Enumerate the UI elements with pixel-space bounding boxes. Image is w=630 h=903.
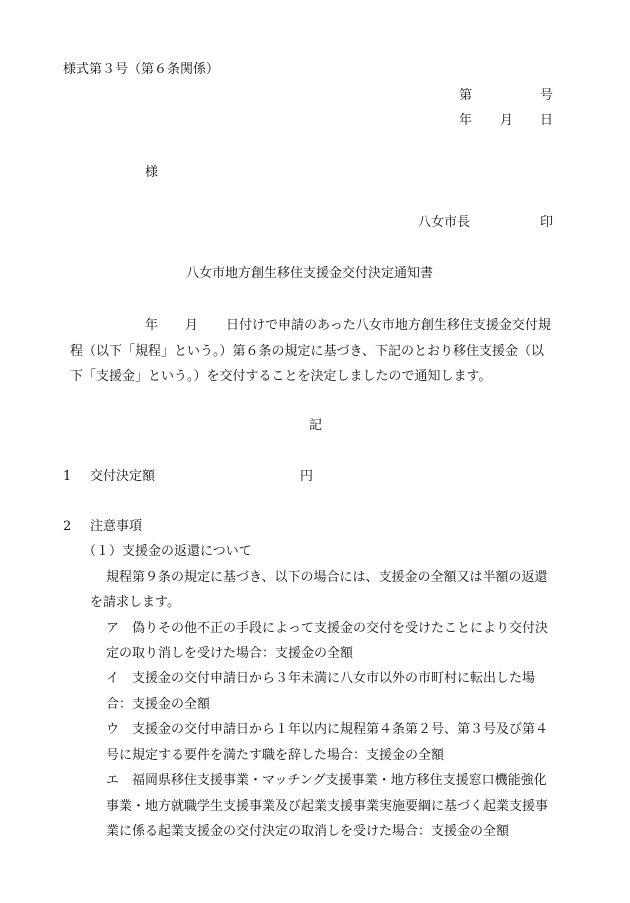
document-title: 八女市地方創生移住支援金交付決定通知書 bbox=[186, 266, 434, 281]
sub1-body-line2: を請求します。 bbox=[90, 595, 180, 610]
item-line: 偽りその他不正の手段によって支援金の交付を受けたことにより交付決 bbox=[132, 621, 549, 636]
issuer-seal: 印 bbox=[540, 215, 554, 230]
intro-line2: 程（以下「規程」という。）第６条の規定に基づき、下記のとおり移住支援金（以 bbox=[70, 344, 544, 359]
section2-number: 2 bbox=[63, 519, 72, 534]
sub1-body-line1: 規程第９条の規定に基づき、以下の場合には、支援金の全額又は半額の返還 bbox=[106, 570, 548, 585]
sub1-heading: （１）支援金の返還について bbox=[83, 544, 252, 559]
item-line: 福岡県移住支援事業・マッチング支援事業・地方移住支援窓口機能強化 bbox=[132, 773, 547, 788]
date-month: 月 bbox=[500, 113, 514, 128]
item-mark: イ bbox=[106, 671, 120, 686]
number-prefix: 第 bbox=[459, 88, 473, 103]
ki-mark: 記 bbox=[309, 418, 323, 433]
item-line: 号に規定する要件を満たす職を辞した場合：支援金の全額 bbox=[106, 748, 445, 763]
item-line: 事業・地方就職学生支援事業及び起業支援事業実施要綱に基づく起業支援事 bbox=[106, 799, 549, 814]
section1-number: 1 bbox=[63, 469, 72, 484]
date-day: 日 bbox=[540, 113, 554, 128]
item-line: 支援金の交付申請日から３年未満に八女市以外の市町村に転出した場 bbox=[132, 671, 536, 686]
date-year: 年 bbox=[459, 113, 473, 128]
item-line: 定の取り消しを受けた場合：支援金の全額 bbox=[106, 646, 354, 661]
intro-line1: 日付けで申請のあった八女市地方創生移住支援金交付規 bbox=[226, 318, 551, 333]
intro-month: 月 bbox=[185, 318, 199, 333]
item-line: 合：支援金の全額 bbox=[106, 697, 211, 712]
section1-label: 交付決定額 bbox=[90, 469, 156, 484]
item-mark: ア bbox=[106, 621, 120, 636]
item-mark: エ bbox=[106, 773, 120, 788]
addressee-honorific: 様 bbox=[145, 165, 159, 180]
form-label: 様式第３号（第６条関係） bbox=[63, 62, 220, 77]
section1-unit: 円 bbox=[300, 469, 314, 484]
intro-year: 年 bbox=[145, 318, 159, 333]
number-suffix: 号 bbox=[540, 88, 554, 103]
intro-line3: 下「支援金」という。）を交付することを決定しましたので通知します。 bbox=[70, 369, 492, 384]
item-line: 業に係る起業支援金の交付決定の取消しを受けた場合：支援金の全額 bbox=[106, 824, 510, 839]
item-mark: ウ bbox=[106, 722, 120, 737]
issuer-name: 八女市長 bbox=[418, 215, 471, 230]
section2-label: 注意事項 bbox=[90, 519, 143, 534]
item-line: 支援金の交付申請日から１年以内に規程第４条第２号、第３号及び第４ bbox=[132, 722, 549, 737]
